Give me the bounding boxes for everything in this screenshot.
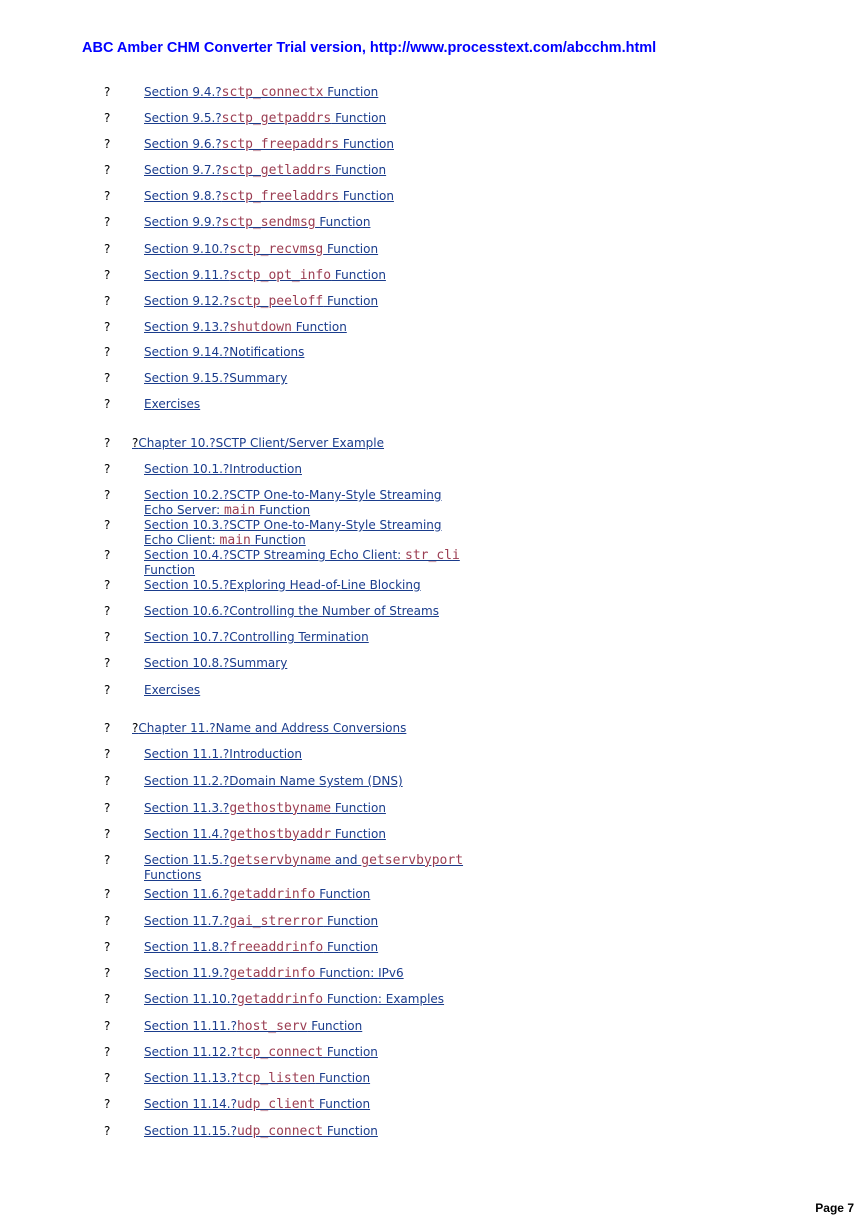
bullet-marker: ? bbox=[104, 940, 111, 954]
bullet-marker: ? bbox=[104, 397, 111, 411]
toc-link[interactable] bbox=[144, 548, 464, 578]
toc-link-text: Section 11.6.? bbox=[144, 887, 230, 901]
toc-link-text: Section 9.4.? bbox=[144, 85, 222, 99]
bullet-marker: ? bbox=[104, 992, 111, 1006]
toc-link-text: Chapter 11.?Name and Address Conversions bbox=[138, 721, 407, 735]
bullet-marker: ? bbox=[104, 371, 111, 385]
function-name: sctp_connectx bbox=[221, 85, 324, 100]
toc-link-text: Section 9.8.? bbox=[144, 189, 222, 203]
toc-link-text: Section 10.2.?SCTP One-to-Many-Style Streaming Echo Server: bbox=[144, 488, 442, 517]
bullet-marker: ? bbox=[104, 137, 111, 151]
toc-link[interactable] bbox=[144, 111, 464, 126]
bullet-marker: ? bbox=[104, 630, 111, 644]
toc-link[interactable] bbox=[144, 294, 464, 309]
bullet-marker: ? bbox=[104, 548, 111, 562]
chapter-lead-marker: ? bbox=[132, 436, 139, 450]
function-name: getservbyname bbox=[229, 853, 332, 868]
function-name: host_serv bbox=[236, 1019, 308, 1034]
toc-link-text: Section 11.4.? bbox=[144, 827, 230, 841]
toc-link-suffix: Function bbox=[331, 111, 387, 125]
bullet-marker: ? bbox=[104, 111, 111, 125]
toc-link-text: Section 11.12.? bbox=[144, 1045, 237, 1059]
toc-link[interactable] bbox=[144, 268, 464, 283]
toc-link-text: Section 11.7.? bbox=[144, 914, 230, 928]
function-name: getaddrinfo bbox=[229, 966, 316, 981]
bullet-marker: ? bbox=[104, 604, 111, 618]
function-name: str_cli bbox=[405, 548, 460, 563]
converter-banner: ABC Amber CHM Converter Trial version, http://www.processtext.com/abcchm.html bbox=[82, 40, 657, 56]
function-name: udp_connect bbox=[236, 1124, 324, 1139]
toc-link[interactable] bbox=[144, 242, 464, 257]
function-name: sctp_getpaddrs bbox=[221, 111, 332, 126]
function-name: main bbox=[219, 533, 251, 548]
toc-link-suffix: Function bbox=[331, 801, 386, 815]
toc-link[interactable] bbox=[144, 163, 464, 178]
bullet-marker: ? bbox=[104, 294, 111, 308]
page-number: Page 7 bbox=[815, 1201, 854, 1215]
toc-link-suffix: Function bbox=[144, 563, 196, 577]
toc-link-text: Section 11.15.? bbox=[144, 1124, 237, 1138]
toc-link-suffix: Function bbox=[323, 914, 379, 928]
chapter-lead-marker: ? bbox=[132, 721, 139, 735]
toc-link-text: Section 11.2.?Domain Name System (DNS) bbox=[144, 774, 403, 788]
toc-link[interactable] bbox=[144, 774, 464, 789]
bullet-marker: ? bbox=[104, 1097, 111, 1111]
toc-link-text: Section 11.1.?Introduction bbox=[144, 747, 302, 761]
bullet-marker: ? bbox=[104, 1045, 111, 1059]
toc-link-text: Section 11.13.? bbox=[144, 1071, 237, 1085]
toc-link[interactable] bbox=[144, 992, 464, 1007]
bullet-marker: ? bbox=[104, 488, 111, 502]
bullet-marker: ? bbox=[104, 215, 111, 229]
toc-link[interactable] bbox=[144, 371, 464, 386]
toc-link-suffix: Function bbox=[339, 189, 394, 203]
toc-link[interactable] bbox=[144, 1124, 464, 1139]
toc-link-text: Section 9.14.?Notifications bbox=[144, 345, 305, 359]
toc-link[interactable] bbox=[144, 320, 464, 335]
toc-link-text: Section 10.7.?Controlling Termination bbox=[144, 630, 369, 644]
function-name: tcp_connect bbox=[236, 1045, 324, 1060]
function-name: getservbyport bbox=[361, 853, 464, 868]
bullet-marker: ? bbox=[104, 853, 111, 867]
toc-link-suffix: Function bbox=[323, 242, 379, 256]
function-name: shutdown bbox=[229, 320, 292, 335]
toc-link[interactable] bbox=[144, 656, 464, 671]
toc-link-text: Section 9.6.? bbox=[144, 137, 222, 151]
toc-link-suffix: Function bbox=[255, 503, 311, 517]
bullet-marker: ? bbox=[104, 801, 111, 815]
toc-link[interactable] bbox=[144, 827, 464, 842]
toc-link[interactable] bbox=[144, 137, 464, 152]
function-name: getaddrinfo bbox=[236, 992, 324, 1007]
toc-link[interactable] bbox=[132, 721, 452, 736]
function-name: sctp_freeladdrs bbox=[221, 189, 340, 204]
toc-link-suffix: Function bbox=[323, 940, 379, 954]
bullet-marker: ? bbox=[104, 1071, 111, 1085]
toc-link-suffix: Function bbox=[323, 1045, 378, 1059]
toc-link[interactable] bbox=[144, 1045, 464, 1060]
toc-link[interactable] bbox=[144, 940, 464, 955]
bullet-marker: ? bbox=[104, 1124, 111, 1138]
bullet-marker: ? bbox=[104, 578, 111, 592]
toc-link-text: Section 11.9.? bbox=[144, 966, 230, 980]
toc-link[interactable] bbox=[144, 747, 464, 762]
toc-link[interactable] bbox=[144, 966, 464, 981]
function-name: sctp_peeloff bbox=[229, 294, 324, 309]
function-name: gai_strerror bbox=[229, 914, 324, 929]
toc-link-text: Section 9.5.? bbox=[144, 111, 222, 125]
toc-link[interactable] bbox=[144, 345, 464, 360]
toc-link[interactable] bbox=[144, 630, 464, 645]
toc-link-suffix: and bbox=[331, 853, 362, 867]
toc-link-text: Exercises bbox=[144, 397, 201, 411]
toc-link-suffix: Function: IPv6 bbox=[315, 966, 404, 980]
bullet-marker: ? bbox=[104, 747, 111, 761]
bullet-marker: ? bbox=[104, 242, 111, 256]
toc-link-text: Section 9.15.?Summary bbox=[144, 371, 288, 385]
toc-link[interactable] bbox=[144, 397, 464, 412]
bullet-marker: ? bbox=[104, 345, 111, 359]
toc-link-text: Exercises bbox=[144, 683, 201, 697]
toc-link[interactable] bbox=[144, 215, 464, 230]
toc-link-suffix: Function bbox=[307, 1019, 363, 1033]
toc-link-suffix: Function bbox=[323, 1124, 378, 1138]
toc-link[interactable] bbox=[144, 1019, 464, 1034]
bullet-marker: ? bbox=[104, 914, 111, 928]
toc-link[interactable] bbox=[144, 578, 464, 593]
toc-link-suffix: Function bbox=[315, 1097, 371, 1111]
bullet-marker: ? bbox=[104, 518, 111, 532]
toc-link-text: Section 11.11.? bbox=[144, 1019, 237, 1033]
toc-link[interactable] bbox=[144, 801, 464, 816]
toc-link-text: Section 11.3.? bbox=[144, 801, 230, 815]
toc-link[interactable] bbox=[144, 462, 464, 477]
toc-link[interactable] bbox=[144, 887, 464, 902]
bullet-marker: ? bbox=[104, 85, 111, 99]
toc-link-text: Section 9.13.? bbox=[144, 320, 230, 334]
toc-link-suffix: Function bbox=[339, 137, 394, 151]
toc-link[interactable] bbox=[144, 853, 464, 883]
toc-link-suffix: Function: Examples bbox=[323, 992, 445, 1006]
toc-link-suffix: Function bbox=[291, 320, 347, 334]
toc-link-suffix: Function bbox=[323, 294, 379, 308]
function-name: sctp_recvmsg bbox=[229, 242, 324, 257]
bullet-marker: ? bbox=[104, 268, 111, 282]
toc-link[interactable] bbox=[144, 189, 464, 204]
bullet-marker: ? bbox=[104, 721, 111, 735]
function-name: sctp_freepaddrs bbox=[221, 137, 340, 152]
bullet-marker: ? bbox=[104, 966, 111, 980]
bullet-marker: ? bbox=[104, 683, 111, 697]
toc-link-text: Section 9.12.? bbox=[144, 294, 230, 308]
toc-link[interactable] bbox=[144, 518, 464, 548]
function-name: tcp_listen bbox=[236, 1071, 316, 1086]
toc-link-text: Section 9.9.? bbox=[144, 215, 222, 229]
toc-link-text: Section 11.14.? bbox=[144, 1097, 237, 1111]
function-name: main bbox=[223, 503, 256, 518]
function-name: gethostbyname bbox=[229, 801, 332, 816]
toc-link[interactable] bbox=[144, 85, 464, 100]
function-name: sctp_sendmsg bbox=[221, 215, 316, 230]
toc-link-text: Section 11.5.? bbox=[144, 853, 230, 867]
function-name: udp_client bbox=[236, 1097, 316, 1112]
toc-link-suffix: Function bbox=[331, 268, 386, 282]
bullet-marker: ? bbox=[104, 320, 111, 334]
function-name: sctp_getladdrs bbox=[221, 163, 332, 178]
toc-link-text: Section 10.8.?Summary bbox=[144, 656, 288, 670]
toc-link-suffix: Function bbox=[315, 887, 371, 901]
bullet-marker: ? bbox=[104, 189, 111, 203]
toc-link-text: Chapter 10.?SCTP Client/Server Example bbox=[138, 436, 385, 450]
function-name: gethostbyaddr bbox=[229, 827, 332, 842]
toc-link-suffix: Function bbox=[315, 215, 371, 229]
toc-link[interactable] bbox=[132, 436, 452, 451]
toc-link-text: Section 10.5.?Exploring Head-of-Line Blocking bbox=[144, 578, 421, 592]
bullet-marker: ? bbox=[104, 774, 111, 788]
toc-link[interactable] bbox=[144, 1097, 464, 1112]
bullet-marker: ? bbox=[104, 887, 111, 901]
toc-link[interactable] bbox=[144, 914, 464, 929]
bullet-marker: ? bbox=[104, 656, 111, 670]
toc-link-text: Section 11.10.? bbox=[144, 992, 237, 1006]
toc-link-suffix: Function bbox=[315, 1071, 371, 1085]
function-name: freeaddrinfo bbox=[229, 940, 324, 955]
toc-link-suffix: Functions bbox=[144, 868, 202, 882]
toc-link-text: Section 11.8.? bbox=[144, 940, 230, 954]
function-name: sctp_opt_info bbox=[229, 268, 332, 283]
toc-link-suffix: Function bbox=[331, 827, 386, 841]
bullet-marker: ? bbox=[104, 827, 111, 841]
bullet-marker: ? bbox=[104, 462, 111, 476]
bullet-marker: ? bbox=[104, 1019, 111, 1033]
toc-link[interactable] bbox=[144, 604, 464, 619]
toc-link-suffix: Function bbox=[250, 533, 306, 547]
bullet-marker: ? bbox=[104, 436, 111, 450]
toc-link-text: Section 10.1.?Introduction bbox=[144, 462, 302, 476]
toc-link-text: Section 10.4.?SCTP Streaming Echo Client: bbox=[144, 548, 406, 562]
function-name: getaddrinfo bbox=[229, 887, 316, 902]
toc-link[interactable] bbox=[144, 1071, 464, 1086]
toc-link-text: Section 9.7.? bbox=[144, 163, 222, 177]
toc-link-text: Section 10.6.?Controlling the Number of Streams bbox=[144, 604, 439, 618]
toc-link-text: Section 9.10.? bbox=[144, 242, 230, 256]
toc-link-suffix: Function bbox=[323, 85, 379, 99]
toc-link[interactable] bbox=[144, 683, 464, 698]
bullet-marker: ? bbox=[104, 163, 111, 177]
toc-link-suffix: Function bbox=[331, 163, 387, 177]
toc-link-text: Section 9.11.? bbox=[144, 268, 230, 282]
toc-link-text: Section 10.3.?SCTP One-to-Many-Style Streaming Echo Client: bbox=[144, 518, 442, 547]
toc-link[interactable] bbox=[144, 488, 464, 518]
